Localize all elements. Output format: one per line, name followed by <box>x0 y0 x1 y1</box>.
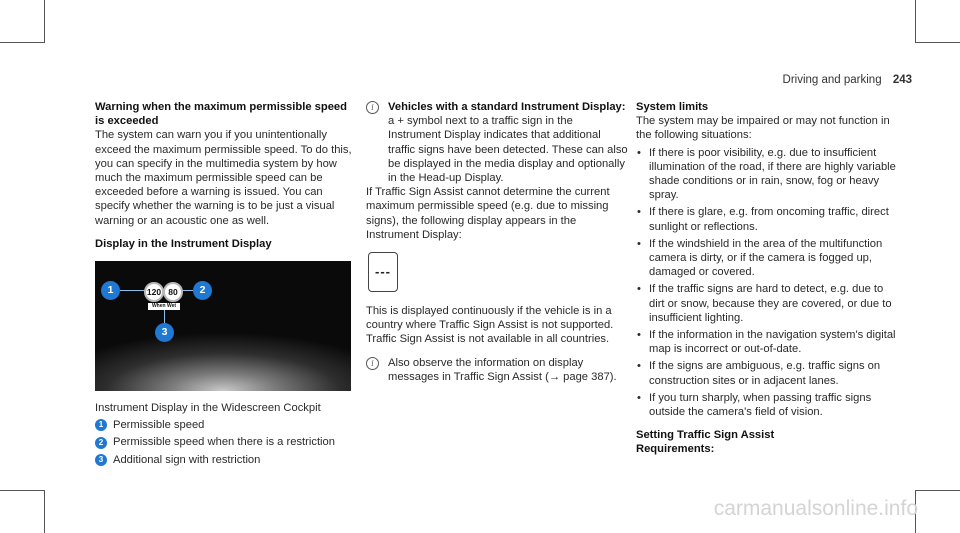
additional-sign-plate: When Wet <box>148 303 180 310</box>
note-text: Also observe the information on display messages in Traffic Sign Assist (→ page 387). <box>388 356 617 383</box>
info-note <box>366 100 628 185</box>
heading-speed-warning: Warning when the maximum permissible speed is exceeded <box>95 101 347 128</box>
watermark: carmanualsonline.info <box>713 497 918 520</box>
crop-mark <box>0 490 44 491</box>
column-right <box>636 100 898 457</box>
list-item: • If the signs are ambiguous, e.g. traffic signs on construction sites or in adjacent lanes. <box>636 359 898 387</box>
list-item: • If there is glare, e.g. from oncoming traffic, direct sunlight or reflections. <box>636 205 898 233</box>
limits-list <box>636 146 898 420</box>
speed-limit-sign-restricted: 80 <box>163 282 183 302</box>
heading-system-limits: System limits <box>636 101 709 113</box>
list-item: • If the windshield in the area of the multifunction camera is dirty, or if the camera is fogged up, damaged or covered. <box>636 237 898 280</box>
paragraph-cannot-determine: If Traffic Sign Assist cannot determine the current maximum permissible speed (e.g. due to missing signs), the following display appears in the Instrument Display: <box>366 186 610 241</box>
page-header <box>783 74 912 86</box>
paragraph-system-limits: The system may be impaired or may not function in the following situations: <box>636 115 890 142</box>
no-speed-display-icon: --- <box>368 252 398 292</box>
heading-instrument-display: Display in the Instrument Display <box>95 237 272 250</box>
callout-3: 3 <box>155 323 174 342</box>
info-icon: i <box>366 101 379 114</box>
crop-mark <box>915 42 960 43</box>
legend-number: 1 <box>95 419 107 431</box>
section-title: Driving and parking <box>782 74 882 86</box>
callout-2: 2 <box>193 281 212 300</box>
list-item: • If the information in the navigation system's digital map is incorrect or out-of-date. <box>636 328 898 356</box>
legend-item <box>95 418 357 432</box>
leader-line <box>120 290 145 291</box>
info-note <box>366 356 628 384</box>
paragraph-not-supported: This is displayed continuously if the vehicle is in a country where Traffic Sign Assist is not supported. Traffic Sign Assist is not available in all countries. <box>366 305 614 346</box>
crop-mark <box>44 490 45 533</box>
list-item: • If there is poor visibility, e.g. due to insufficient illumination of the road, if there are highly variable shade conditions or in rain, snow, fog or heavy spray. <box>636 146 898 203</box>
legend-text: Additional sign with restriction <box>113 453 261 466</box>
note-text <box>388 100 628 185</box>
note-body: a + symbol next to a traffic sign in the Instrument Display indicates that additional traffic signs have been detected. These can also be displayed in the media display and optionally in the Head-up Display. <box>388 115 628 185</box>
heading-requirements: Requirements: <box>636 443 715 456</box>
list-item: • If the traffic signs are hard to detect, e.g. due to dirt or snow, because they are covered, or due to insufficient lighting. <box>636 282 898 325</box>
crop-mark <box>915 0 916 43</box>
list-item: • If you turn sharply, when passing traffic signs outside the camera's field of vision. <box>636 391 898 419</box>
legend-number: 2 <box>95 437 107 449</box>
paragraph-speed-warning: The system can warn you if you unintentionally exceed the maximum permissible speed. To do this, you can specify in the multimedia system by how much the maximum permissible speed can be exceeded before a warning is issued. You can specify whether the warning is to be just a visual warning or an acoustic one as well. <box>95 129 352 227</box>
info-icon: i <box>366 357 379 370</box>
heading-setting-assist: Setting Traffic Sign Assist <box>636 429 775 442</box>
column-left <box>95 100 357 467</box>
crop-mark <box>0 42 44 43</box>
page-number: 243 <box>892 74 912 86</box>
crop-mark <box>44 0 45 43</box>
note-bold-lead: Vehicles with a standard Instrument Display: <box>388 101 626 113</box>
legend-text: Permissible speed when there is a restriction <box>113 436 335 449</box>
speed-limit-sign: 120 <box>144 282 164 302</box>
column-middle <box>366 100 628 384</box>
legend-number: 3 <box>95 454 107 466</box>
instrument-display-figure <box>95 261 351 391</box>
crop-mark <box>915 490 960 491</box>
legend-item <box>95 453 357 467</box>
legend-text: Permissible speed <box>113 419 205 432</box>
legend-item <box>95 435 357 449</box>
figure-caption: Instrument Display in the Widescreen Cockpit <box>95 402 321 415</box>
callout-1: 1 <box>101 281 120 300</box>
